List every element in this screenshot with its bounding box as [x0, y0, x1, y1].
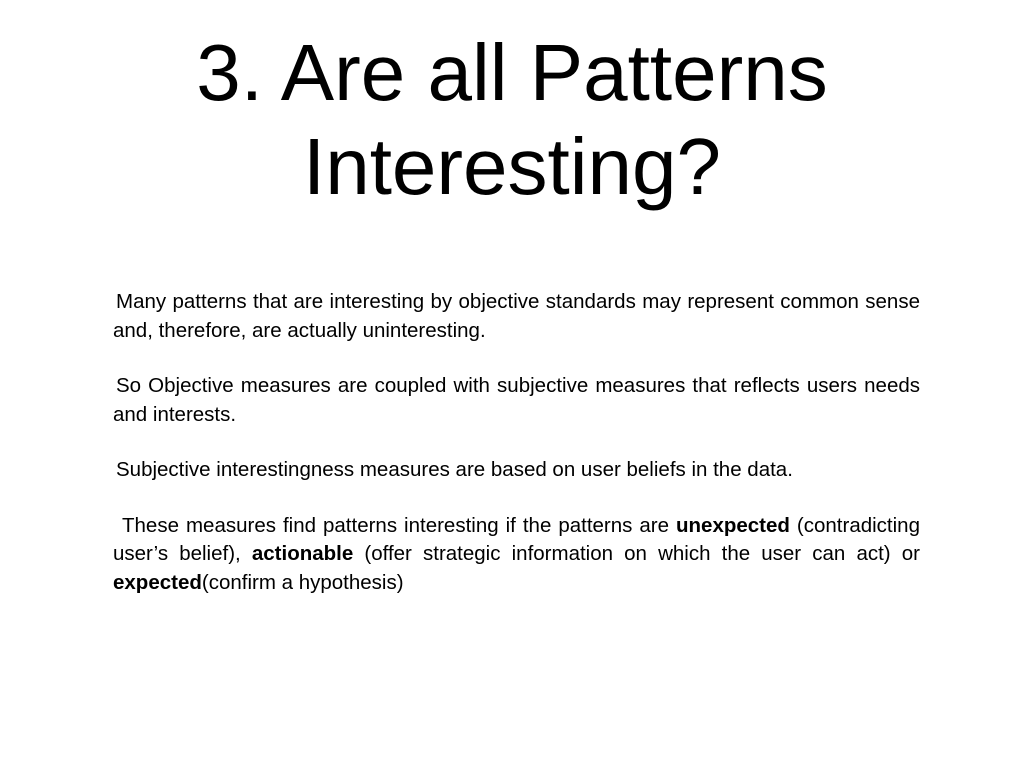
- measure-types-text-3: (offer strategic information on which the user can act) or: [353, 542, 920, 565]
- slide-title-line-2: Interesting?: [302, 122, 722, 211]
- term-actionable: actionable: [251, 542, 354, 565]
- term-unexpected: unexpected: [676, 513, 790, 537]
- paragraph-measure-types: [113, 512, 920, 598]
- slide-title: [0, 26, 1024, 214]
- measure-types-text-4: (confirm a hypothesis): [201, 570, 404, 594]
- slide-title-line-1: 3. Are all Patterns: [196, 28, 828, 117]
- measure-types-text-2: (contradicting user’s belief),: [113, 513, 920, 565]
- measure-types-text-1: These measures find patterns interesting if the patterns are: [122, 513, 677, 537]
- paragraph-objective-measures: So Objective measures are coupled with subjective measures that reflects users needs and interests.: [113, 374, 920, 426]
- term-expected: expected: [113, 570, 202, 594]
- paragraph-objective-standards: Many patterns that are interesting by objective standards may represent common sense and, therefore, are actually uninteresting.: [113, 290, 920, 342]
- slide-body: [113, 288, 920, 624]
- paragraph-subjective-measures: Subjective interestingness measures are based on user beliefs in the data.: [116, 458, 793, 481]
